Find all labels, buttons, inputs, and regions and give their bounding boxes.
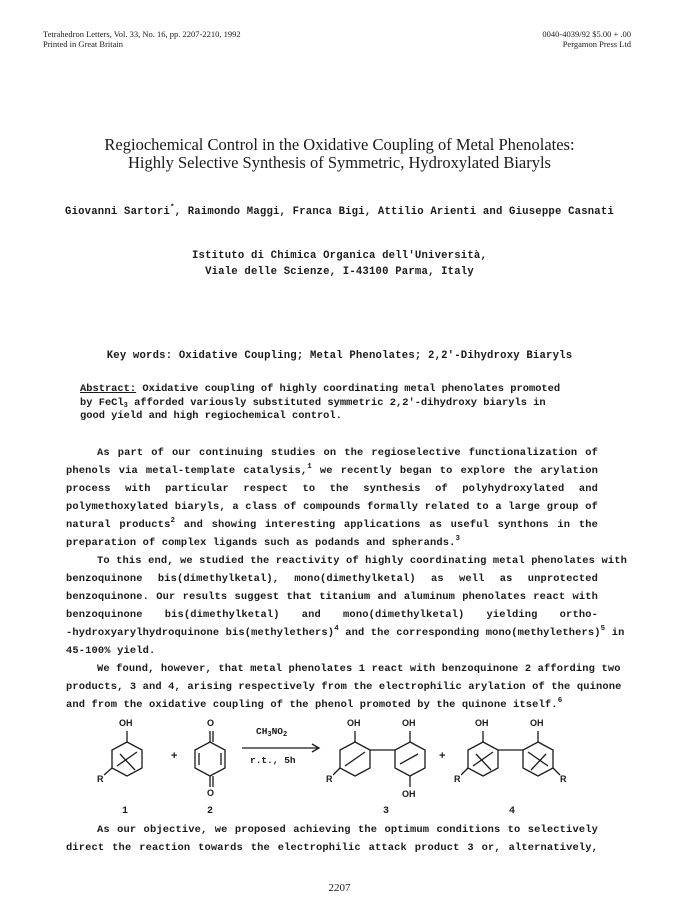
reagent-label: $CH_3NO_2$: [256, 726, 288, 739]
abstract-line-2b: afforded variously substituted symmetric 2,2'-dihydroxy biaryls in: [127, 396, 546, 409]
compound-1-ring: [104, 731, 142, 776]
p3-line-2: products, 3 and 4, arising respectively from the electrophilic arylation of the quinone: [66, 681, 622, 693]
compound-4-rings: [461, 731, 560, 776]
abstract-line-3: good yield and high regiochemical control.: [80, 410, 342, 422]
c3-oh-bottom-label: OH: [402, 789, 416, 799]
running-header-left: [43, 29, 241, 49]
p3-line-3: and from the oxidative coupling of the phenol promoted by the quinone itself.$^6$: [66, 697, 563, 711]
c3-r-label: R: [326, 774, 333, 784]
abstract-sub: 3: [123, 401, 128, 410]
reaction-scheme: [0, 712, 679, 822]
affiliation-line-2: Viale delle Scienze, I-43100 Parma, Italy: [205, 266, 474, 278]
abstract-line-1: Oxidative coupling of highly coordinating metal phenolates promoted: [136, 383, 561, 395]
author-list: [0, 206, 679, 218]
compound-3-rings: [333, 731, 425, 787]
p1-line-3: process with particular respect to the synthesis of polyhydroxylated and: [66, 483, 598, 495]
p4-line-1: As our objective, we proposed achieving the optimum conditions to selectively: [97, 824, 598, 836]
c4-r-left-label: R: [454, 774, 461, 784]
scheme-drawing: [0, 712, 679, 822]
p1-line-6: preparation of complex ligands such as podands and spherands.$^3$: [66, 535, 461, 549]
paper-title: [0, 136, 679, 172]
c1-oh-label: OH: [119, 718, 133, 728]
abstract-line-2a: by FeCl: [80, 396, 124, 409]
author-rest: , Raimondo Maggi, Franca Bigi, Attilio Arienti and Giuseppe Casnati: [174, 206, 614, 218]
p2-line-4: benzoquinone bis(dimethylketal) and mono(dimethylketal) yielding ortho-: [66, 609, 598, 621]
p2-line-5: -hydroxyarylhydroquinone bis(methylethers)$^4$ and the corresponding mono(methylethers)$^5$ in: [66, 625, 625, 639]
page-number: 2207: [328, 882, 351, 894]
p2-line-6: 45-100% yield.: [66, 645, 156, 657]
c3-oh-left-label: OH: [347, 718, 361, 728]
plus-1: +: [171, 750, 178, 762]
affiliation: [0, 248, 679, 280]
p2-line-2: benzoquinone bis(dimethylketal), mono(dimethylketal) as well as unprotected: [66, 573, 598, 585]
p1-line-4: polymethoxylated biaryls, a class of compounds formally related to a large group of: [66, 501, 598, 513]
conditions-label: r.t., 5h: [250, 755, 296, 766]
c3-oh-right-label: OH: [402, 718, 416, 728]
body-text: [66, 444, 627, 714]
p2-line-1: To this end, we studied the reactivity of highly coordinating metal phenolates with: [97, 555, 627, 567]
compound-label-1: 1: [122, 806, 129, 817]
issn-code: 0040-4039/92 $5.00 + .00: [542, 29, 631, 39]
author-first: Giovanni Sartori: [65, 206, 170, 218]
title-line-1: Regiochemical Control in the Oxidative Coupling of Metal Phenolates:: [104, 135, 575, 154]
c4-oh-left-label: OH: [475, 718, 489, 728]
compound-label-3: 3: [383, 806, 390, 817]
plus-2: +: [439, 750, 446, 762]
p1-line-5: natural products$^2$ and showing interesting applications as useful synthons in the: [66, 517, 599, 531]
c4-r-right-label: R: [560, 774, 567, 784]
body-text-after-scheme: [66, 821, 598, 857]
abstract: [80, 383, 584, 424]
c2-o-top-label: O: [207, 718, 215, 728]
compound-label-4: 4: [509, 806, 516, 817]
p1-line-2: phenols via metal-template catalysis,$^1$ we recently began to explore the arylation: [66, 463, 598, 477]
p4-line-2: direct the reaction towards the electrophilic attack product 3 or, alternatively,: [66, 842, 598, 854]
corresponding-mark: *: [169, 204, 175, 212]
running-header-right: [542, 29, 631, 49]
publisher: Pergamon Press Ltd: [562, 39, 631, 49]
c4-oh-right-label: OH: [530, 718, 544, 728]
compound-2-ring: [195, 731, 225, 787]
c1-r-label: R: [97, 774, 104, 784]
keywords: Key words: Oxidative Coupling; Metal Phenolates; 2,2'-Dihydroxy Biaryls: [106, 350, 573, 362]
p3-line-1: We found, however, that metal phenolates 1 react with benzoquinone 2 affording two: [97, 663, 621, 675]
p1-line-1: As part of our continuing studies on the regioselective functionalization of: [97, 447, 598, 459]
title-line-2: Highly Selective Synthesis of Symmetric, Hydroxylated Biaryls: [128, 153, 551, 172]
affiliation-line-1: Istituto di Chimica Organica dell'Università,: [191, 250, 488, 262]
printed-in: Printed in Great Britain: [43, 39, 124, 49]
journal-citation: Tetrahedron Letters, Vol. 33, No. 16, pp. 2207-2210, 1992: [43, 29, 241, 39]
p2-line-3: benzoquinone. Our results suggest that titanium and aluminum phenolates react with: [66, 591, 598, 603]
c2-o-bottom-label: O: [207, 788, 215, 798]
compound-label-2: 2: [207, 806, 214, 817]
abstract-heading: Abstract:: [80, 383, 137, 395]
